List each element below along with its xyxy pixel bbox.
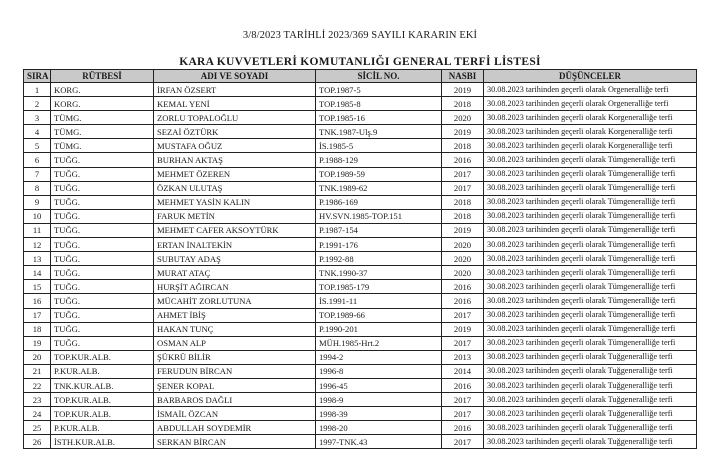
- table-row: [24, 294, 697, 308]
- cell-ad-soyad: İSMAİL ÖZCAN: [154, 407, 316, 421]
- cell-nasbi: 2018: [442, 195, 484, 209]
- cell-rutbe: TÜMG.: [51, 139, 154, 153]
- cell-dusunceler: 30.08.2023 tarihinden geçerli olarak Tümgeneralliğe terfi: [484, 181, 697, 195]
- cell-sicil-no: 1996-45: [316, 378, 442, 392]
- cell-nasbi: 2018: [442, 139, 484, 153]
- cell-rutbe: TUĞG.: [51, 322, 154, 336]
- cell-dusunceler: 30.08.2023 tarihinden geçerli olarak Tümgeneralliğe terfi: [484, 195, 697, 209]
- document-header: 3/8/2023 TARİHLİ 2023/369 SAYILI KARARIN EKİ: [242, 30, 478, 41]
- cell-dusunceler: 30.08.2023 tarihinden geçerli olarak Tümgeneralliğe terfi: [484, 280, 697, 294]
- cell-rutbe: TUĞG.: [51, 153, 154, 167]
- cell-nasbi: 2017: [442, 181, 484, 195]
- column-header-sira: SIRA: [24, 70, 51, 83]
- table-row: [24, 209, 697, 223]
- table-body: [24, 83, 697, 449]
- cell-dusunceler: 30.08.2023 tarihinden geçerli olarak Tümgeneralliğe terfi: [484, 223, 697, 237]
- table-row: [24, 421, 697, 435]
- cell-sira: 26: [24, 435, 51, 449]
- cell-rutbe: P.KUR.ALB.: [51, 421, 154, 435]
- cell-ad-soyad: ÖZKAN ULUTAŞ: [154, 181, 316, 195]
- cell-sicil-no: P.1987-154: [316, 223, 442, 237]
- cell-nasbi: 2020: [442, 266, 484, 280]
- cell-rutbe: TUĞG.: [51, 294, 154, 308]
- cell-ad-soyad: ERTAN İNALTEKİN: [154, 238, 316, 252]
- cell-rutbe: TUĞG.: [51, 167, 154, 181]
- cell-sicil-no: TOP.1985-179: [316, 280, 442, 294]
- cell-nasbi: 2016: [442, 294, 484, 308]
- column-header-adi-soyadi: ADI VE SOYADI: [154, 70, 316, 83]
- table-row: [24, 308, 697, 322]
- table-row: [24, 125, 697, 139]
- cell-dusunceler: 30.08.2023 tarihinden geçerli olarak Korgeneralliğe terfi: [484, 139, 697, 153]
- cell-ad-soyad: ŞENER KOPAL: [154, 378, 316, 392]
- table-row: [24, 223, 697, 237]
- cell-ad-soyad: BURHAN AKTAŞ: [154, 153, 316, 167]
- cell-sicil-no: İS.1985-5: [316, 139, 442, 153]
- cell-sira: 13: [24, 252, 51, 266]
- cell-ad-soyad: SERKAN BİRCAN: [154, 435, 316, 449]
- cell-nasbi: 2016: [442, 421, 484, 435]
- cell-sicil-no: 1998-9: [316, 393, 442, 407]
- table-row: [24, 280, 697, 294]
- cell-sira: 9: [24, 195, 51, 209]
- cell-dusunceler: 30.08.2023 tarihinden geçerli olarak Tümgeneralliğe terfi: [484, 238, 697, 252]
- cell-rutbe: TUĞG.: [51, 195, 154, 209]
- cell-rutbe: TUĞG.: [51, 223, 154, 237]
- cell-sira: 17: [24, 308, 51, 322]
- cell-sira: 21: [24, 364, 51, 378]
- cell-sira: 5: [24, 139, 51, 153]
- cell-rutbe: TOP.KUR.ALB.: [51, 350, 154, 364]
- cell-sira: 22: [24, 378, 51, 392]
- cell-sira: 23: [24, 393, 51, 407]
- cell-sira: 7: [24, 167, 51, 181]
- cell-dusunceler: 30.08.2023 tarihinden geçerli olarak Tuğgeneralliğe terfi: [484, 378, 697, 392]
- cell-sicil-no: İS.1991-11: [316, 294, 442, 308]
- cell-sira: 6: [24, 153, 51, 167]
- cell-sicil-no: HV.SVN.1985-TOP.151: [316, 209, 442, 223]
- table-row: [24, 181, 697, 195]
- cell-dusunceler: 30.08.2023 tarihinden geçerli olarak Korgeneralliğe terfi: [484, 111, 697, 125]
- cell-nasbi: 2020: [442, 252, 484, 266]
- cell-sicil-no: TNK.1989-62: [316, 181, 442, 195]
- cell-sira: 14: [24, 266, 51, 280]
- cell-nasbi: 2016: [442, 280, 484, 294]
- cell-ad-soyad: HAKAN TUNÇ: [154, 322, 316, 336]
- cell-dusunceler: 30.08.2023 tarihinden geçerli olarak Tümgeneralliğe terfi: [484, 308, 697, 322]
- cell-rutbe: TNK.KUR.ALB.: [51, 378, 154, 392]
- promotion-table: [23, 69, 697, 449]
- table-row: [24, 111, 697, 125]
- cell-sicil-no: TOP.1985-8: [316, 97, 442, 111]
- table-row: [24, 139, 697, 153]
- cell-rutbe: TUĞG.: [51, 209, 154, 223]
- table-row: [24, 435, 697, 449]
- cell-sicil-no: TNK.1990-37: [316, 266, 442, 280]
- cell-nasbi: 2017: [442, 435, 484, 449]
- cell-dusunceler: 30.08.2023 tarihinden geçerli olarak Tümgeneralliğe terfi: [484, 252, 697, 266]
- table-row: [24, 350, 697, 364]
- cell-ad-soyad: MEHMET CAFER AKSOYTÜRK: [154, 223, 316, 237]
- cell-rutbe: TÜMG.: [51, 125, 154, 139]
- cell-sicil-no: P.1991-176: [316, 238, 442, 252]
- cell-nasbi: 2019: [442, 322, 484, 336]
- cell-sira: 12: [24, 238, 51, 252]
- cell-nasbi: 2019: [442, 125, 484, 139]
- cell-sicil-no: TOP.1987-5: [316, 83, 442, 97]
- cell-nasbi: 2014: [442, 364, 484, 378]
- cell-sira: 16: [24, 294, 51, 308]
- document-title: KARA KUVVETLERİ KOMUTANLIĞI GENERAL TERFİ LİSTESİ: [179, 56, 541, 68]
- cell-sira: 25: [24, 421, 51, 435]
- cell-nasbi: 2020: [442, 238, 484, 252]
- cell-ad-soyad: MUSTAFA OĞUZ: [154, 139, 316, 153]
- cell-rutbe: İSTH.KUR.ALB.: [51, 435, 154, 449]
- cell-nasbi: 2016: [442, 153, 484, 167]
- table-row: [24, 195, 697, 209]
- cell-dusunceler: 30.08.2023 tarihinden geçerli olarak Tümgeneralliğe terfi: [484, 153, 697, 167]
- cell-nasbi: 2020: [442, 111, 484, 125]
- cell-sicil-no: 1998-39: [316, 407, 442, 421]
- table-row: [24, 83, 697, 97]
- cell-dusunceler: 30.08.2023 tarihinden geçerli olarak Tuğgeneralliğe terfi: [484, 407, 697, 421]
- cell-sira: 4: [24, 125, 51, 139]
- cell-nasbi: 2019: [442, 223, 484, 237]
- table-row: [24, 393, 697, 407]
- cell-dusunceler: 30.08.2023 tarihinden geçerli olarak Tümgeneralliğe terfi: [484, 336, 697, 350]
- cell-rutbe: TUĞG.: [51, 181, 154, 195]
- table-header-row: [24, 70, 697, 83]
- table-row: [24, 238, 697, 252]
- cell-nasbi: 2017: [442, 393, 484, 407]
- cell-sicil-no: 1997-TNK.43: [316, 435, 442, 449]
- table-row: [24, 378, 697, 392]
- cell-nasbi: 2019: [442, 83, 484, 97]
- cell-sira: 1: [24, 83, 51, 97]
- table-row: [24, 167, 697, 181]
- cell-ad-soyad: MÜCAHİT ZORLUTUNA: [154, 294, 316, 308]
- cell-sicil-no: P.1992-88: [316, 252, 442, 266]
- table-row: [24, 407, 697, 421]
- cell-dusunceler: 30.08.2023 tarihinden geçerli olarak Tümgeneralliğe terfi: [484, 294, 697, 308]
- cell-rutbe: TUĞG.: [51, 252, 154, 266]
- cell-dusunceler: 30.08.2023 tarihinden geçerli olarak Orgeneralliğe terfi: [484, 97, 697, 111]
- cell-sira: 8: [24, 181, 51, 195]
- cell-sicil-no: TOP.1989-59: [316, 167, 442, 181]
- cell-ad-soyad: ABDULLAH SOYDEMİR: [154, 421, 316, 435]
- cell-sira: 24: [24, 407, 51, 421]
- cell-ad-soyad: FARUK METİN: [154, 209, 316, 223]
- cell-ad-soyad: ZORLU TOPALOĞLU: [154, 111, 316, 125]
- cell-rutbe: TUĞG.: [51, 336, 154, 350]
- cell-nasbi: 2017: [442, 407, 484, 421]
- cell-sicil-no: P.1988-129: [316, 153, 442, 167]
- table-row: [24, 322, 697, 336]
- cell-sicil-no: TNK.1987-Ulş.9: [316, 125, 442, 139]
- cell-ad-soyad: SEZAİ ÖZTÜRK: [154, 125, 316, 139]
- cell-sicil-no: 1998-20: [316, 421, 442, 435]
- cell-dusunceler: 30.08.2023 tarihinden geçerli olarak Tuğgeneralliğe terfi: [484, 421, 697, 435]
- cell-ad-soyad: MEHMET YASİN KALIN: [154, 195, 316, 209]
- cell-nasbi: 2017: [442, 308, 484, 322]
- cell-nasbi: 2017: [442, 336, 484, 350]
- cell-sira: 15: [24, 280, 51, 294]
- cell-nasbi: 2018: [442, 97, 484, 111]
- cell-ad-soyad: AHMET İBİŞ: [154, 308, 316, 322]
- cell-sicil-no: MÜH.1985-Hrt.2: [316, 336, 442, 350]
- cell-sicil-no: TOP.1989-66: [316, 308, 442, 322]
- cell-rutbe: TUĞG.: [51, 238, 154, 252]
- cell-ad-soyad: SUBUTAY ADAŞ: [154, 252, 316, 266]
- table-row: [24, 336, 697, 350]
- cell-ad-soyad: İRFAN ÖZSERT: [154, 83, 316, 97]
- cell-ad-soyad: BARBAROS DAĞLI: [154, 393, 316, 407]
- table-row: [24, 153, 697, 167]
- cell-nasbi: 2013: [442, 350, 484, 364]
- cell-sira: 18: [24, 322, 51, 336]
- cell-ad-soyad: MEHMET ÖZEREN: [154, 167, 316, 181]
- column-header-dusunceler: DÜŞÜNCELER: [484, 70, 697, 83]
- cell-sicil-no: P.1986-169: [316, 195, 442, 209]
- cell-sicil-no: P.1990-201: [316, 322, 442, 336]
- cell-dusunceler: 30.08.2023 tarihinden geçerli olarak Tuğgeneralliğe terfi: [484, 435, 697, 449]
- cell-ad-soyad: KEMAL YENİ: [154, 97, 316, 111]
- cell-sicil-no: TOP.1985-16: [316, 111, 442, 125]
- column-header-rutbesi: RÜTBESİ: [51, 70, 154, 83]
- cell-dusunceler: 30.08.2023 tarihinden geçerli olarak Tümgeneralliğe terfi: [484, 266, 697, 280]
- cell-rutbe: KORG.: [51, 83, 154, 97]
- cell-sira: 3: [24, 111, 51, 125]
- cell-rutbe: KORG.: [51, 97, 154, 111]
- cell-rutbe: TUĞG.: [51, 266, 154, 280]
- table-row: [24, 364, 697, 378]
- cell-sira: 19: [24, 336, 51, 350]
- cell-ad-soyad: HURŞİT AĞIRCAN: [154, 280, 316, 294]
- cell-dusunceler: 30.08.2023 tarihinden geçerli olarak Tümgeneralliğe terfi: [484, 322, 697, 336]
- cell-nasbi: 2018: [442, 209, 484, 223]
- cell-ad-soyad: ŞÜKRÜ BİLİR: [154, 350, 316, 364]
- cell-dusunceler: 30.08.2023 tarihinden geçerli olarak Tümgeneralliğe terfi: [484, 209, 697, 223]
- cell-rutbe: TOP.KUR.ALB.: [51, 407, 154, 421]
- cell-dusunceler: 30.08.2023 tarihinden geçerli olarak Korgeneralliğe terfi: [484, 125, 697, 139]
- cell-ad-soyad: MURAT ATAÇ: [154, 266, 316, 280]
- cell-sira: 2: [24, 97, 51, 111]
- cell-nasbi: 2016: [442, 378, 484, 392]
- cell-rutbe: TÜMG.: [51, 111, 154, 125]
- cell-rutbe: TUĞG.: [51, 280, 154, 294]
- cell-sicil-no: 1994-2: [316, 350, 442, 364]
- column-header-sicil-no: SİCİL NO.: [316, 70, 442, 83]
- cell-ad-soyad: OSMAN ALP: [154, 336, 316, 350]
- cell-dusunceler: 30.08.2023 tarihinden geçerli olarak Tuğgeneralliğe terfi: [484, 393, 697, 407]
- cell-dusunceler: 30.08.2023 tarihinden geçerli olarak Orgeneralliğe terfi: [484, 83, 697, 97]
- cell-sira: 11: [24, 223, 51, 237]
- table-row: [24, 97, 697, 111]
- cell-dusunceler: 30.08.2023 tarihinden geçerli olarak Tuğgeneralliğe terfi: [484, 364, 697, 378]
- cell-rutbe: TUĞG.: [51, 308, 154, 322]
- table-row: [24, 266, 697, 280]
- cell-nasbi: 2017: [442, 167, 484, 181]
- cell-sira: 10: [24, 209, 51, 223]
- cell-rutbe: TOP.KUR.ALB.: [51, 393, 154, 407]
- table-row: [24, 252, 697, 266]
- cell-rutbe: P.KUR.ALB.: [51, 364, 154, 378]
- cell-sira: 20: [24, 350, 51, 364]
- cell-sicil-no: 1996-8: [316, 364, 442, 378]
- table-header: [24, 70, 697, 83]
- column-header-nasbi: NASBI: [442, 70, 484, 83]
- cell-dusunceler: 30.08.2023 tarihinden geçerli olarak Tuğgeneralliğe terfi: [484, 350, 697, 364]
- cell-dusunceler: 30.08.2023 tarihinden geçerli olarak Tümgeneralliğe terfi: [484, 167, 697, 181]
- cell-ad-soyad: FERUDUN BİRCAN: [154, 364, 316, 378]
